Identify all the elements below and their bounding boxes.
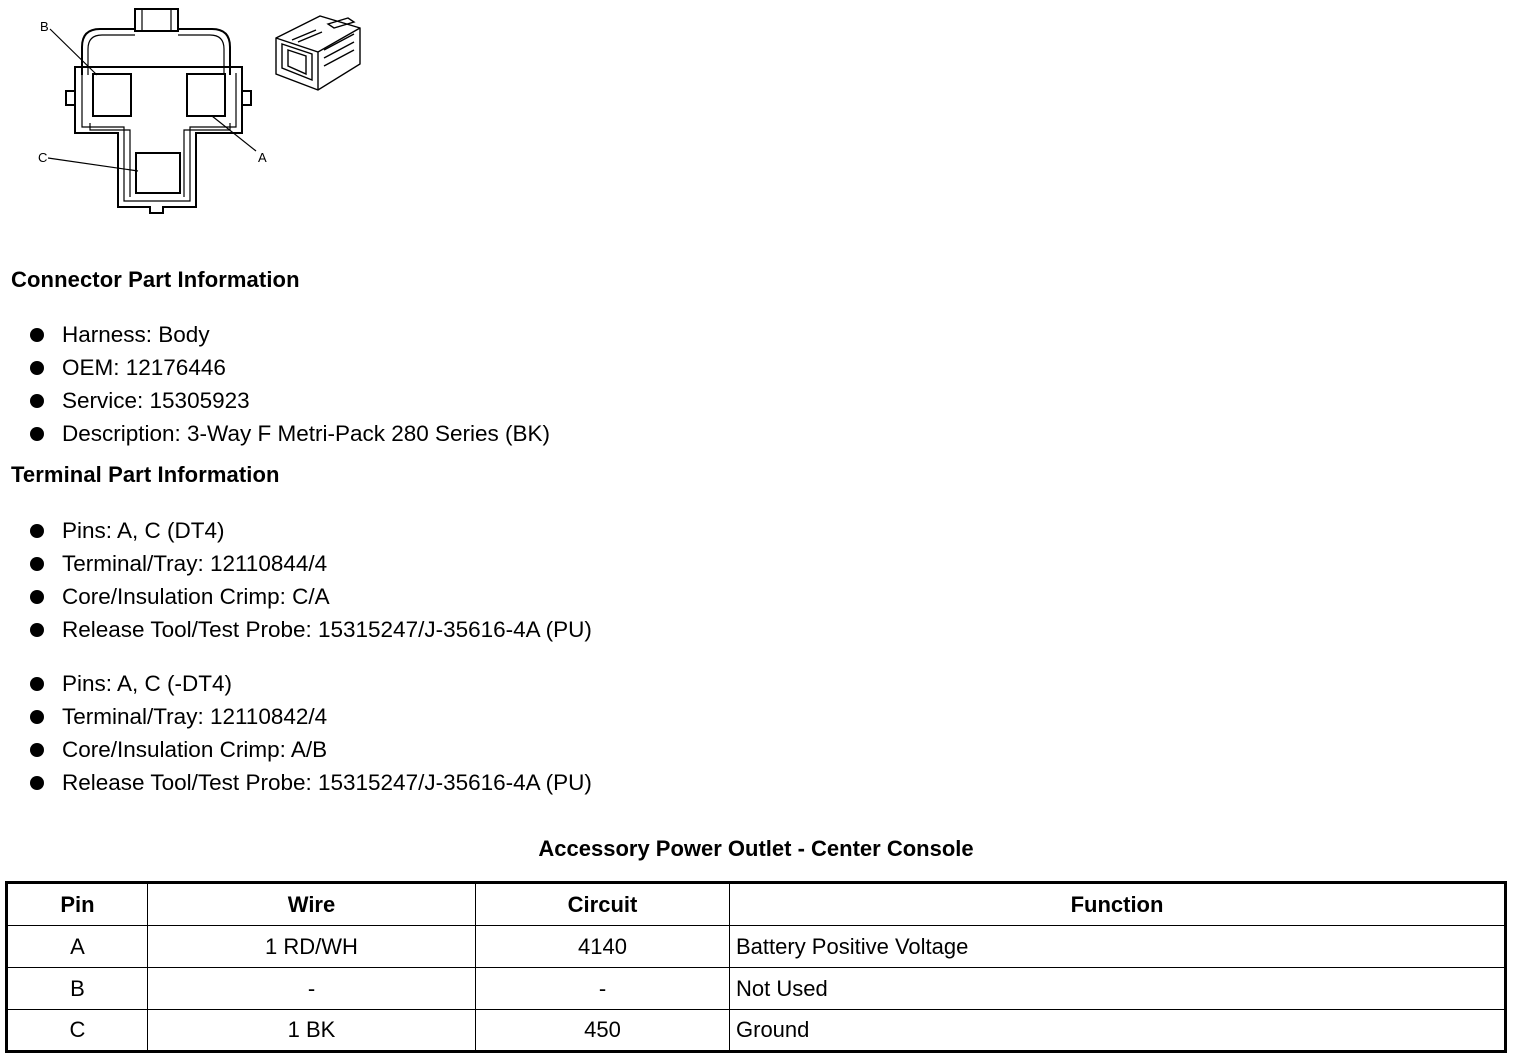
table-row (7, 968, 1506, 1010)
table-row (7, 926, 1506, 968)
connector-face-diagram (30, 5, 270, 220)
list-item: Core/Insulation Crimp: C/A (28, 580, 592, 613)
header-pin: Pin (7, 883, 148, 926)
list-item: Harness: Body (28, 318, 550, 351)
label-c: C (38, 150, 48, 165)
cell-function: Not Used (730, 968, 1506, 1010)
label-b: B (40, 19, 49, 34)
cell-circuit: - (476, 968, 730, 1010)
table-caption: Accessory Power Outlet - Center Console (538, 836, 974, 861)
list-item: Description: 3-Way F Metri-Pack 280 Series (BK) (28, 417, 550, 450)
cell-function: Battery Positive Voltage (730, 926, 1506, 968)
pinout-table (5, 881, 1507, 1053)
table-header-row (7, 883, 1506, 926)
cell-function: Ground (730, 1010, 1506, 1052)
label-a: A (258, 150, 267, 165)
list-item: Release Tool/Test Probe: 15315247/J-35616-4A (PU) (28, 613, 592, 646)
cell-wire: - (148, 968, 476, 1010)
list-item: Service: 15305923 (28, 384, 550, 417)
terminal-heading: Terminal Part Information (11, 462, 280, 487)
terminal-list-1 (28, 514, 592, 646)
connector-heading: Connector Part Information (11, 267, 300, 292)
table-row (7, 1010, 1506, 1052)
cell-pin: B (7, 968, 148, 1010)
cell-circuit: 4140 (476, 926, 730, 968)
list-item: Pins: A, C (DT4) (28, 514, 592, 547)
cell-pin: C (7, 1010, 148, 1052)
header-wire: Wire (148, 883, 476, 926)
cell-pin: A (7, 926, 148, 968)
list-item: Terminal/Tray: 12110844/4 (28, 547, 592, 580)
list-item: Release Tool/Test Probe: 15315247/J-35616-4A (PU) (28, 766, 592, 799)
connector-list (28, 318, 550, 450)
connector-isometric-icon (268, 10, 368, 100)
cell-circuit: 450 (476, 1010, 730, 1052)
header-function: Function (730, 883, 1506, 926)
cell-wire: 1 RD/WH (148, 926, 476, 968)
list-item: Terminal/Tray: 12110842/4 (28, 700, 592, 733)
list-item: Pins: A, C (-DT4) (28, 667, 592, 700)
header-circuit: Circuit (476, 883, 730, 926)
list-item: Core/Insulation Crimp: A/B (28, 733, 592, 766)
list-item: OEM: 12176446 (28, 351, 550, 384)
terminal-list-2 (28, 667, 592, 799)
cell-wire: 1 BK (148, 1010, 476, 1052)
